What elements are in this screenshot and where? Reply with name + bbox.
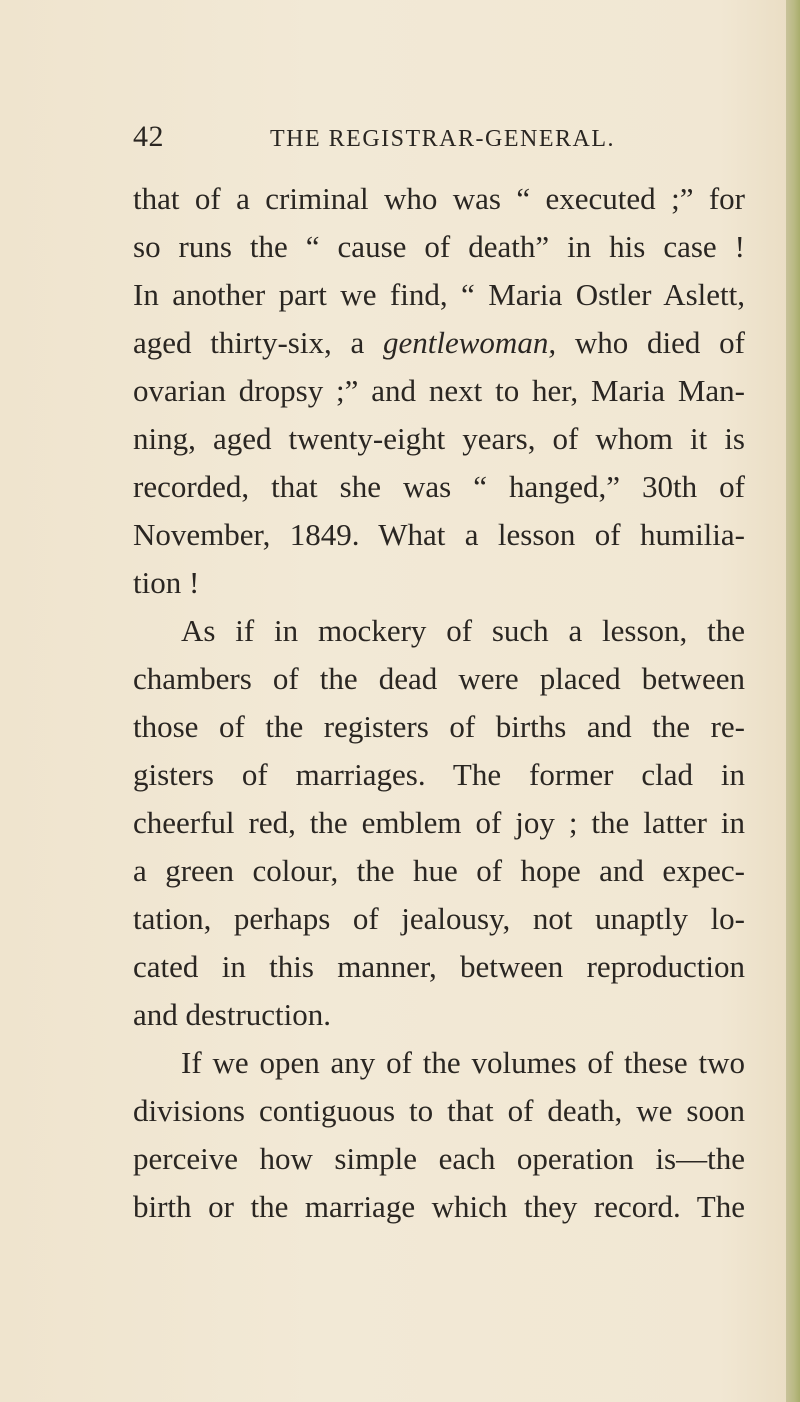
text-segment: aged thirty-six, a — [133, 325, 384, 360]
page-number: 42 — [133, 120, 164, 153]
text-line: If we open any of the volumes of these two — [181, 1045, 745, 1080]
text-line: ovarian dropsy ;” and next to her, Maria Man- — [133, 373, 745, 408]
text-line: November, 1849. What a lesson of humilia- — [133, 517, 745, 552]
text-line: As if in mockery of such a lesson, the — [181, 613, 745, 648]
text-line: birth or the marriage which they record. The — [133, 1189, 745, 1224]
italic-word: gentlewoman, — [383, 325, 557, 360]
text-segment: who died of — [556, 325, 745, 360]
text-line: perceive how simple each operation is—the — [133, 1141, 745, 1176]
text-line: cheerful red, the emblem of joy ; the latter in — [133, 805, 745, 840]
text-line: cated in this manner, between reproduction — [133, 949, 745, 984]
text-line: ning, aged twenty-eight years, of whom it is — [133, 421, 745, 456]
text-line: those of the registers of births and the re- — [133, 709, 745, 744]
text-line: tation, perhaps of jealousy, not unaptly lo- — [133, 901, 745, 936]
text-line: chambers of the dead were placed between — [133, 661, 745, 696]
text-line: a green colour, the hue of hope and expec- — [133, 853, 745, 888]
text-line: that of a criminal who was “ executed ;” for — [133, 181, 745, 216]
text-line: gisters of marriages. The former clad in — [133, 757, 745, 792]
text-line: recorded, that she was “ hanged,” 30th of — [133, 469, 745, 504]
running-head — [133, 120, 753, 160]
text-line: In another part we find, “ Maria Ostler Aslett, — [133, 277, 745, 312]
text-body — [133, 175, 745, 1231]
text-line — [133, 319, 745, 367]
running-title: THE REGISTRAR-GENERAL. — [270, 126, 615, 152]
text-line: so runs the “ cause of death” in his case ! — [133, 229, 745, 264]
text-line: tion ! — [133, 565, 200, 600]
page-edge — [786, 0, 800, 1402]
text-line: divisions contiguous to that of death, we soon — [133, 1093, 745, 1128]
text-line: and destruction. — [133, 997, 332, 1032]
